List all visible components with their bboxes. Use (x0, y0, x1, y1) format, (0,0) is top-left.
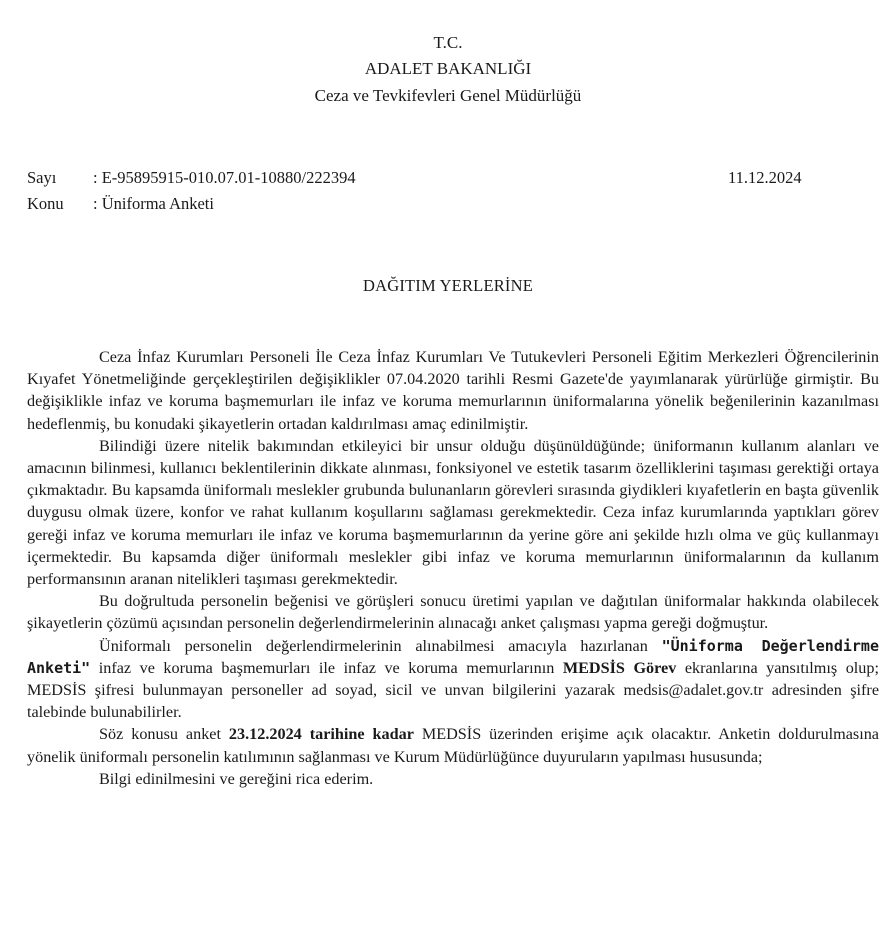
letter-body (27, 346, 879, 790)
paragraph-3: Bu doğrultuda personelin beğenisi ve görüşleri sonucu üretimi yapılan ve dağıtılan üniformalar hakkında olabilecek şikayetlerin çözümü açısından personelin değerlendirmelerinin alınacağı anket çalışması yapma gereği doğmuştur. (27, 592, 879, 633)
closing-line: Bilgi edinilmesini ve gereğini rica ederim. (99, 769, 374, 788)
header-tc: T.C. (433, 33, 463, 52)
paragraph-4-text-a: Üniformalı personelin değerlendirmelerinin alınabilmesi amacıyla hazırlanan (99, 636, 662, 655)
medsis-gorev: MEDSİS Görev (562, 658, 677, 677)
paragraph-4-text-c: ekranlarına yansıtılmış olup; MEDSİS şifresi bulunmayan personeller ad soyad, sicil ve unvan bilgilerini yazarak medsis@adalet.gov.tr adresinden şifre talebinde bulunabilirler. (27, 658, 879, 722)
paragraph-5 (27, 723, 879, 767)
konu-label: Konu (27, 194, 64, 213)
header-directorate: Ceza ve Tevkifevleri Genel Müdürlüğü (314, 86, 582, 105)
paragraph-5-text-a: Söz konusu anket (99, 725, 229, 744)
paragraph-1: Ceza İnfaz Kurumları Personeli İle Ceza İnfaz Kurumları Ve Tutukevleri Personeli Eğitim Merkezleri Öğrencilerinin Kıyafet Yönetmeliğinde gerçekleştirilen değişiklikler 07.04.2020 tarihli Resmi Gazete'de yayımlanarak yürürlüğe girmiştir. Bu değişiklikle infaz ve koruma başmemurları ile infaz ve koruma memurlarının üniformalarına yönelik beğenilerinin kazanılması hedeflenmiş, bu konudaki şikayetlerin ortadan kaldırılması amaç edinilmiştir. (27, 348, 879, 433)
survey-name: "Üniforma Değerlendirme Anketi" (27, 636, 879, 677)
survey-deadline: 23.12.2024 tarihine kadar (228, 725, 414, 744)
paragraph-4-text-b: infaz ve koruma başmemurları ile infaz ve koruma memurlarının (90, 658, 563, 677)
paragraph-4 (27, 635, 879, 724)
paragraph-5-text-b: MEDSİS üzerinden erişime açık olacaktır. Anketin doldurulmasına yönelik üniformalı personelin katılımının sağlanması ve Kurum Müdürlüğünce duyuruların yapılması hususunda; (27, 725, 879, 766)
sayi-value: : E-95895915-010.07.01-10880/222394 (93, 168, 356, 187)
paragraph-2: Bilindiği üzere nitelik bakımından etkileyici bir unsur olduğu düşünüldüğünde; üniformanın kullanım alanları ve amacının bilinmesi, kullanıcı beklentilerinin dikkate alınması, fonksiyonel ve estetik tasarım özelliklerini taşıması gerektiği ortaya çıkmaktadır. Bu kapsamda üniformalı meslekler grubunda bulunanların görevleri sırasında giydikleri kıyafetlerin en başta güvenlik duygusu olmak üzere, konfor ve rahat kullanım koşullarını sağlaması gerekmektedir. Ceza infaz kurumlarında yaptıkları görev gereği infaz ve koruma memurları ile infaz ve koruma başmemurlarının da yerine göre ani şekilde hızlı olma ve güç kullanmayı içermektedir. Bu kapsamda diğer üniformalı meslekler gibi infaz ve koruma memurlarının üniformalarının da kullanım performansının aranan nitelikleri taşıması gerekmektedir. (27, 436, 879, 589)
header-ministry: ADALET BAKANLIĞI (364, 59, 532, 78)
sayi-label: Sayı (27, 168, 57, 187)
konu-row (27, 193, 214, 215)
konu-value: : Üniforma Anketi (93, 194, 214, 213)
sayi-row (27, 167, 356, 189)
document-date: 11.12.2024 (728, 168, 802, 187)
recipients-title: DAĞITIM YERLERİNE (362, 276, 534, 295)
